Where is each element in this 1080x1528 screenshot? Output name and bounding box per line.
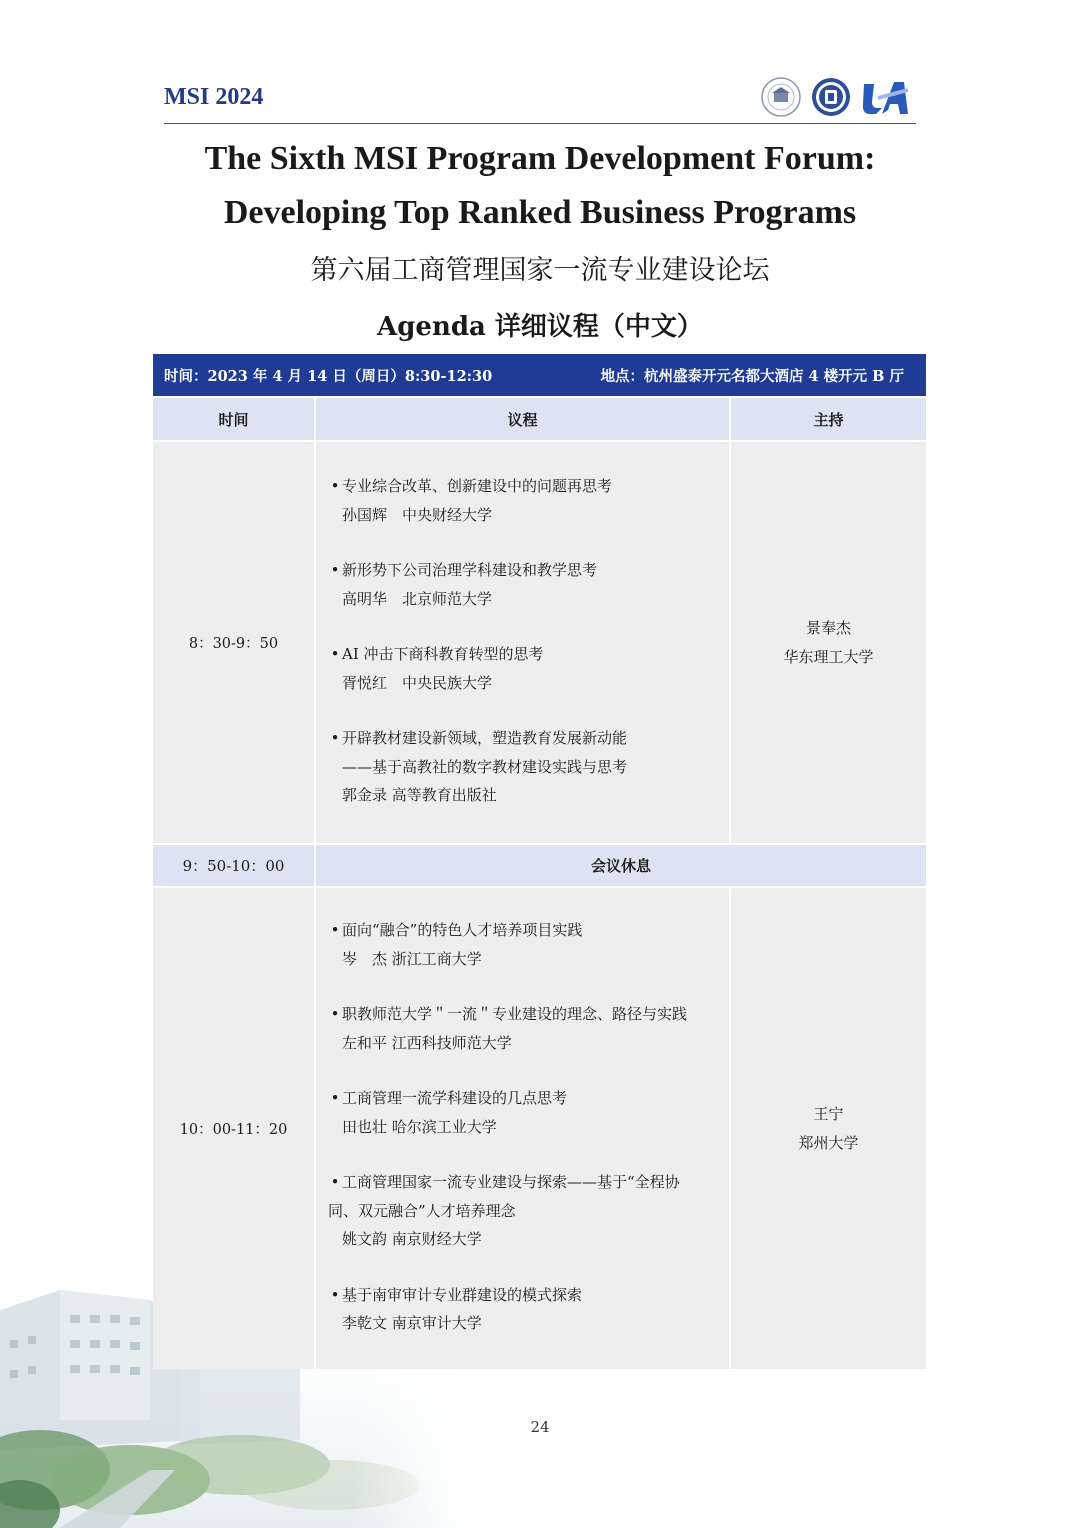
list-item: • 基于南审审计专业群建设的模式探索 李乾文 南京审计大学 bbox=[328, 1281, 723, 1338]
talk-title: 基于南审审计专业群建设的模式探索 bbox=[342, 1285, 583, 1304]
talk-speaker: 李乾文 南京审计大学 bbox=[342, 1314, 482, 1332]
host-name: 景奉杰 bbox=[805, 618, 851, 637]
talk-title: 工商管理国家一流专业建设与探索——基于“全程协 bbox=[342, 1173, 680, 1191]
list-item: • 工商管理一流学科建设的几点思考 田也壮 哈尔滨工业大学 bbox=[328, 1084, 723, 1141]
talk-title: 开辟教材建设新领域，塑造教育发展新动能 bbox=[342, 729, 628, 747]
list-item: • 职教师范大学＂一流＂专业建设的理念、路径与实践 左和平 江西科技师范大学 bbox=[328, 1000, 723, 1057]
header-time: 时间 bbox=[153, 396, 314, 440]
talk-title: 职教师范大学＂一流＂专业建设的理念、路径与实践 bbox=[342, 1005, 688, 1023]
ua-logo-icon bbox=[860, 76, 910, 118]
banner-venue: 地点：杭州盛泰开元名都大酒店 4 楼开元 B 厅 bbox=[600, 367, 904, 385]
session-1-host bbox=[729, 440, 926, 843]
talk-speaker: 岑 杰 浙江工商大学 bbox=[342, 949, 482, 968]
host-org: 郑州大学 bbox=[798, 1133, 859, 1152]
session-1-items bbox=[314, 440, 729, 843]
list-item: • 开辟教材建设新领域，塑造教育发展新动能 ——基于高教社的数字教材建设实践与思考 郭金录 高等教育出版社 bbox=[328, 724, 723, 810]
talk-speaker: 郭金录 高等教育出版社 bbox=[342, 786, 497, 804]
table-header-row bbox=[153, 396, 926, 440]
table-banner bbox=[153, 354, 926, 396]
agenda-table bbox=[153, 354, 926, 1369]
header-host: 主持 bbox=[729, 396, 926, 440]
title-english-line-1: The Sixth MSI Program Development Forum: bbox=[204, 140, 876, 177]
list-item: • 面向“融合”的特色人才培养项目实践 岑 杰 浙江工商大学 bbox=[328, 916, 723, 973]
talk-title: 工商管理一流学科建设的几点思考 bbox=[342, 1089, 568, 1107]
host-org: 华东理工大学 bbox=[783, 647, 874, 666]
session-2-row bbox=[153, 886, 926, 1369]
talk-title: AI 冲击下商科教育转型的思考 bbox=[342, 645, 544, 663]
page-number: 24 bbox=[530, 1418, 550, 1436]
talk-speaker: 孙国辉 中央财经大学 bbox=[342, 505, 493, 524]
talk-title: 专业综合改革、创新建设中的问题再思考 bbox=[342, 477, 613, 495]
session-2-time: 10：00-11：20 bbox=[153, 886, 314, 1369]
talk-subtitle: ——基于高教社的数字教材建设实践与思考 bbox=[342, 757, 628, 776]
list-item: • 专业综合改革、创新建设中的问题再思考 孙国辉 中央财经大学 bbox=[328, 472, 723, 529]
talk-speaker: 左和平 江西科技师范大学 bbox=[342, 1033, 512, 1052]
session-1-time: 8：30-9：50 bbox=[153, 440, 314, 843]
session-2-host bbox=[729, 886, 926, 1369]
session-2-items bbox=[314, 886, 729, 1369]
list-item: • 新形势下公司治理学科建设和教学思考 高明华 北京师范大学 bbox=[328, 556, 723, 613]
break-label: 会议休息 bbox=[314, 843, 926, 886]
banner-time: 时间：2023 年 4 月 14 日（周日）8:30-12:30 bbox=[164, 367, 493, 385]
header-agenda: 议程 bbox=[314, 396, 729, 440]
talk-title-continued: 同、双元融合”人才培养理念 bbox=[328, 1201, 516, 1220]
break-row bbox=[153, 843, 926, 886]
talk-speaker: 田也壮 哈尔滨工业大学 bbox=[342, 1117, 497, 1136]
talk-speaker: 高明华 北京师范大学 bbox=[342, 589, 493, 608]
college-emblem-icon bbox=[810, 76, 852, 118]
host-name: 王宁 bbox=[813, 1104, 844, 1123]
break-time: 9：50-10：00 bbox=[153, 843, 314, 886]
agenda-heading: Agenda 详细议程（中文） bbox=[377, 312, 703, 342]
list-item: • AI 冲击下商科教育转型的思考 胥悦红 中央民族大学 bbox=[328, 640, 723, 697]
talk-speaker: 胥悦红 中央民族大学 bbox=[342, 673, 493, 692]
talk-title: 面向“融合”的特色人才培养项目实践 bbox=[342, 921, 583, 939]
header-logos bbox=[760, 76, 910, 118]
talk-speaker: 姚文韵 南京财经大学 bbox=[342, 1230, 482, 1248]
list-item: • 工商管理国家一流专业建设与探索——基于“全程协 同、双元融合”人才培养理念 姚文韵 南京财经大学 bbox=[328, 1168, 723, 1254]
header-tag: MSI 2024 bbox=[164, 84, 264, 110]
university-seal-icon bbox=[760, 76, 802, 118]
talk-title: 新形势下公司治理学科建设和教学思考 bbox=[342, 561, 598, 579]
header-divider bbox=[164, 123, 916, 124]
session-1-row bbox=[153, 440, 926, 843]
title-chinese: 第六届工商管理国家一流专业建设论坛 bbox=[310, 255, 770, 286]
title-english-line-2: Developing Top Ranked Business Programs bbox=[223, 194, 857, 231]
